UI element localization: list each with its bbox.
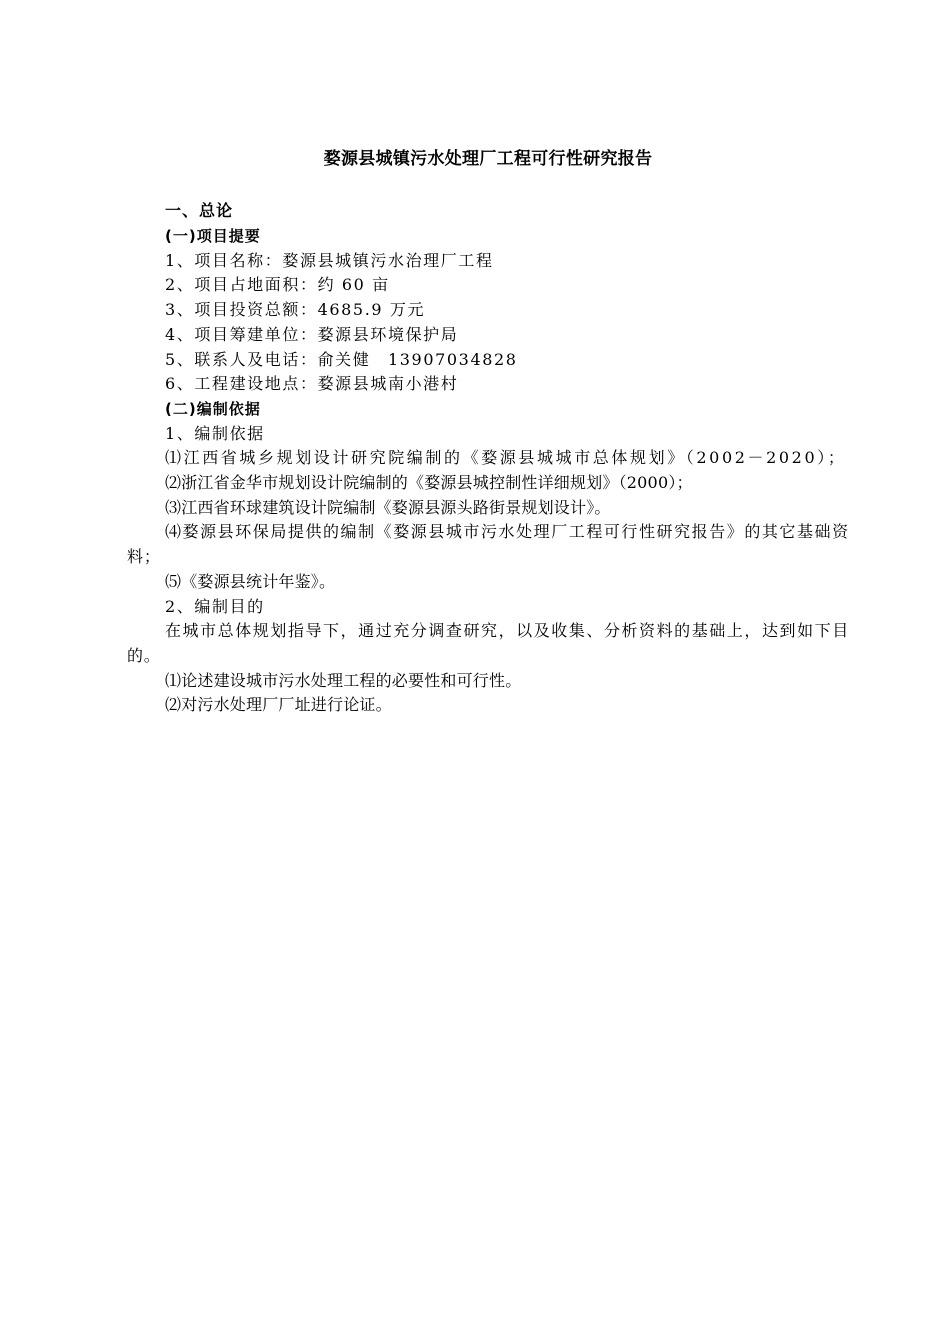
- project-item-contact: 5、联系人及电话：俞关健 13907034828: [165, 349, 518, 369]
- reference-item-5: ⑸《婺源县统计年鉴》。: [165, 571, 336, 591]
- purpose-item-1: ⑴论述建设城市污水处理工程的必要性和可行性。: [165, 670, 522, 690]
- reference-item-3: ⑶江西省环球建筑设计院编制《婺源县源头路街景规划设计》。: [165, 497, 611, 517]
- reference-item-2: ⑵浙江省金华市规划设计院编制的《婺源县城控制性详细规划》（2000）；: [165, 473, 693, 493]
- section-heading-general: 一、总论: [165, 201, 234, 220]
- project-item-area: 2、项目占地面积：约 60 亩: [165, 275, 390, 295]
- reference-item-1: ⑴江西省城乡规划设计研究院编制的《婺源县城城市总体规划》（2002－2020）；: [165, 448, 847, 468]
- subsection-heading-project-summary: (一)项目提要: [165, 227, 261, 245]
- project-item-name: 1、项目名称：婺源县城镇污水治理厂工程: [165, 250, 494, 270]
- purpose-item-2: ⑵对污水处理厂厂址进行论证。: [165, 695, 392, 715]
- subsection-heading-basis: (二)编制依据: [165, 399, 261, 418]
- document-body: [127, 197, 849, 718]
- purpose-paragraph: 在城市总体规划指导下，通过充分调查研究，以及收集、分析资料的基础上，达到如下目的。: [127, 621, 849, 665]
- purpose-heading: 2、编制目的: [165, 596, 265, 616]
- reference-item-4: ⑷婺源县环保局提供的编制《婺源县城市污水处理厂工程可行性研究报告》的其它基础资料；: [127, 522, 849, 567]
- project-item-organizer: 4、项目筹建单位：婺源县环境保护局: [165, 324, 459, 344]
- basis-heading: 1、编制依据: [165, 423, 265, 443]
- document-title: 婺源县城镇污水处理厂工程可行性研究报告: [323, 149, 653, 169]
- project-item-location: 6、工程建设地点：婺源县城南小港村: [165, 374, 459, 394]
- project-item-investment: 3、项目投资总额：4685.9 万元: [165, 300, 426, 320]
